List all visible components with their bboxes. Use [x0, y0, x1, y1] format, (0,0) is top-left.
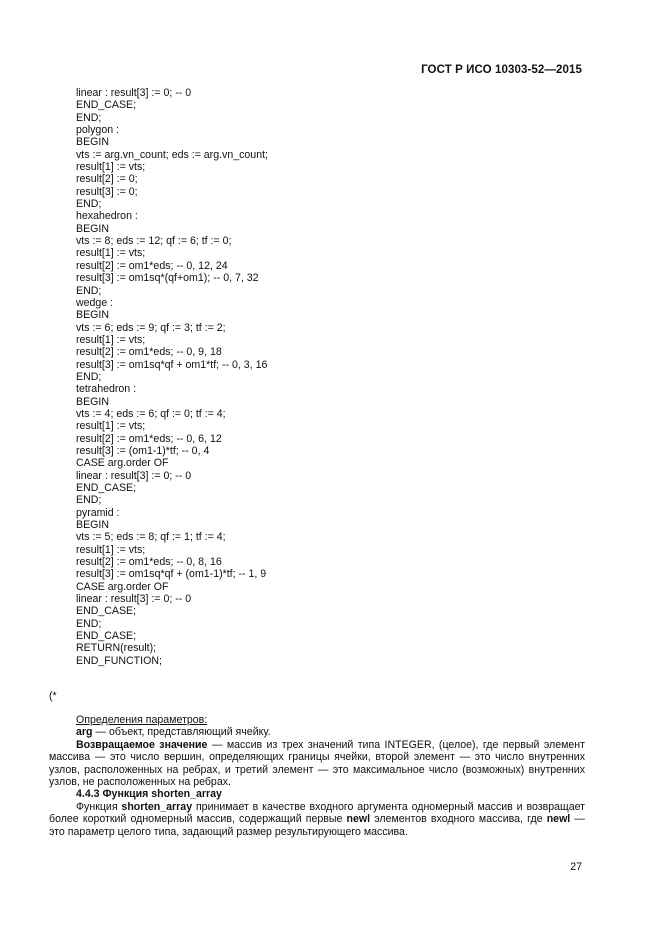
code-line: linear : result[3] := 0; -- 0	[76, 469, 192, 482]
code-line: END;	[76, 284, 102, 297]
func-mid1: принимает в качестве входного аргумента одномерный массив и возвращает более короткий одномерный массив, содержащий первые	[49, 800, 585, 826]
newl-term-2: newl	[546, 813, 571, 826]
code-line: result[2] := om1*eds; -- 0, 12, 24	[76, 259, 228, 272]
code-line: BEGIN	[76, 519, 109, 532]
code-line: END;	[76, 494, 102, 507]
code-line: result[2] := 0;	[76, 173, 138, 186]
return-term: Возвращаемое значение	[76, 738, 208, 751]
definitions-heading-text: Определения параметров:	[76, 714, 208, 726]
code-line: result[1] := vts;	[76, 247, 146, 260]
code-line: BEGIN	[76, 136, 109, 149]
code-line: vts := 4; eds := 6; qf := 0; tf := 4;	[76, 407, 226, 420]
code-line: RETURN(result);	[76, 642, 157, 655]
code-line: result[3] := om1sq*(qf+om1); -- 0, 7, 32	[76, 272, 259, 285]
code-line: vts := arg.vn_count; eds := arg.vn_count;	[76, 148, 268, 161]
code-line: linear : result[3] := 0; -- 0	[76, 593, 192, 606]
standard-header: ГОСТ Р ИСО 10303-52—2015	[421, 64, 582, 76]
code-line: END;	[76, 370, 102, 383]
code-line: result[1] := vts;	[76, 333, 146, 346]
code-line: CASE arg.order OF	[76, 457, 169, 470]
code-line: hexahedron :	[76, 210, 138, 223]
code-line: END;	[76, 617, 102, 630]
code-line: tetrahedron :	[76, 383, 137, 396]
code-line: result[3] := (om1-1)*tf; -- 0, 4	[76, 444, 210, 457]
code-line: result[2] := om1*eds; -- 0, 6, 12	[76, 432, 222, 445]
arg-description: — объект, представляющий ячейку.	[92, 726, 271, 739]
code-line: result[1] := vts;	[76, 161, 146, 174]
page-number: 27	[570, 861, 582, 873]
code-line: polygon :	[76, 124, 119, 137]
newl-term-1: newl	[346, 813, 371, 826]
code-line: result[3] := om1sq*qf + (om1-1)*tf; -- 1, 9	[76, 568, 267, 581]
return-definition	[49, 739, 585, 789]
func-end: — это параметр целого типа, задающий размер результирующего массива.	[49, 813, 585, 838]
code-line: BEGIN	[76, 395, 109, 408]
section-title: 4.4.3 Функция shorten_array	[76, 788, 222, 801]
code-line: CASE arg.order OF	[76, 580, 169, 593]
code-line: pyramid :	[76, 506, 120, 519]
code-line: vts := 6; eds := 9; qf := 3; tf := 2;	[76, 321, 226, 334]
code-line: END_FUNCTION;	[76, 654, 162, 667]
func-name: shorten_array	[121, 800, 193, 813]
code-line: END;	[76, 198, 102, 211]
code-line: result[2] := om1*eds; -- 0, 9, 18	[76, 346, 222, 359]
code-line: BEGIN	[76, 222, 109, 235]
code-line: linear : result[3] := 0; -- 0	[76, 87, 192, 99]
code-line: result[1] := vts;	[76, 420, 146, 433]
code-line: vts := 5; eds := 8; qf := 1; tf := 4;	[76, 531, 226, 544]
code-line: wedge :	[76, 296, 114, 309]
code-line: END_CASE;	[76, 605, 137, 618]
code-line: result[1] := vts;	[76, 543, 146, 556]
code-line: END_CASE;	[76, 630, 137, 643]
code-line: result[3] := om1sq*qf + om1*tf; -- 0, 3, 16	[76, 358, 268, 371]
func-pre: Функция	[76, 800, 122, 813]
code-line: BEGIN	[76, 309, 109, 322]
function-description	[49, 801, 585, 838]
return-description: — массив из трех значений типа INTEGER, (целое), где первый элемент массива — это число вершин, определяющих границы ячейки, второй элемент — это число внутренних узлов, расположенных на ребрах, и третий элемент — это максимальное число (возможных) внутренних узлов, не расположенных на ребрах.	[49, 738, 585, 789]
code-line: END_CASE;	[76, 482, 137, 494]
comment-open-marker: (*	[49, 690, 57, 702]
code-line: result[3] := 0;	[76, 185, 138, 198]
code-line: vts := 8; eds := 12; qf := 6; tf := 0;	[76, 235, 232, 248]
arg-definition	[49, 726, 585, 738]
arg-term: arg	[76, 726, 93, 739]
code-line: result[2] := om1*eds; -- 0, 8, 16	[76, 556, 222, 569]
definitions-heading	[49, 714, 585, 726]
code-line: END_CASE;	[76, 99, 137, 112]
func-mid2: элементов входного массива, где	[370, 813, 547, 826]
code-line: END;	[76, 111, 102, 124]
code-listing	[76, 87, 268, 667]
parameter-definitions	[49, 714, 585, 838]
